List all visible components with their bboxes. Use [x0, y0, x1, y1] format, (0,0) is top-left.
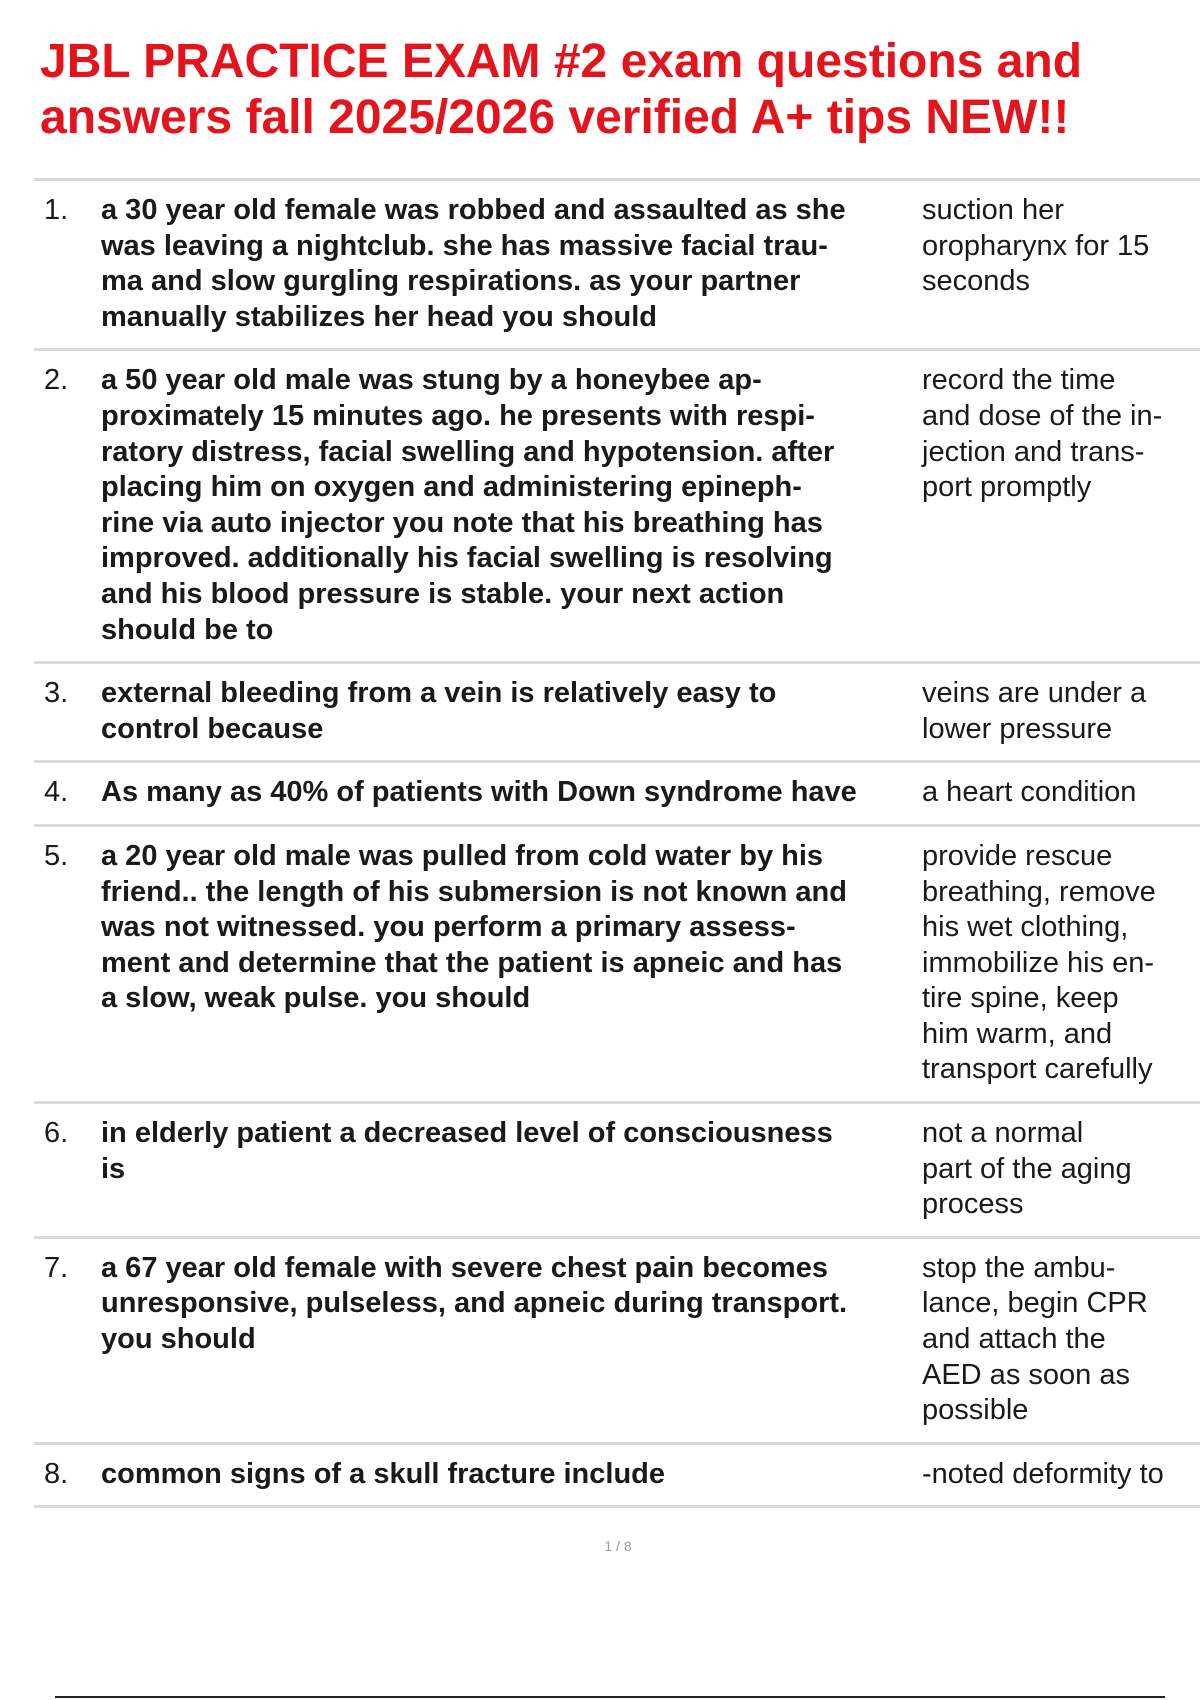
question-line: a 20 year old male was pulled from cold water by his [101, 839, 824, 872]
answer-line: port promptly [922, 471, 1092, 504]
answer-text [918, 1251, 1187, 1429]
question-line: common signs of a skull fracture include [101, 1457, 666, 1490]
question-number: 2. [44, 364, 69, 397]
question-number: 1. [44, 194, 69, 226]
answer-line: his wet clothing, [922, 911, 1129, 944]
question-line: is [101, 1152, 126, 1185]
answer-line: provide rescue [922, 839, 1113, 872]
answer-text [918, 775, 1187, 811]
qa-row [34, 1239, 1200, 1445]
answer-text [918, 676, 1187, 747]
question-line: ratory distress, facial swelling and hypotension. after [101, 435, 835, 468]
answer-line: lance, begin CPR [922, 1287, 1148, 1320]
qa-row [34, 351, 1200, 664]
question-line: external bleeding from a vein is relatively easy to [101, 677, 777, 710]
answer-line: -noted deformity to [922, 1457, 1164, 1490]
answer-text [918, 839, 1187, 1088]
answer-line: lower pressure [922, 712, 1113, 745]
answer-line: oropharynx for 15 [922, 229, 1150, 262]
question-number: 7. [44, 1251, 69, 1284]
question-line: ma and slow gurgling respirations. as your partner [101, 265, 801, 298]
qa-row [34, 664, 1200, 763]
question-line: unresponsive, pulseless, and apneic during transport. [101, 1287, 848, 1320]
answer-line: not a normal [922, 1117, 1084, 1150]
question-text [101, 676, 918, 747]
question-line: you should [101, 1323, 256, 1356]
question-line: proximately 15 minutes ago. he presents with respi- [101, 399, 815, 432]
question-text [101, 193, 918, 335]
question-text [101, 363, 918, 648]
question-line: ment and determine that the patient is apneic and has [101, 946, 843, 979]
answer-text [918, 193, 1187, 335]
question-line: in elderly patient a decreased level of consciousness [101, 1117, 833, 1150]
title-line-2: answers fall 2025/2026 verified A+ tips NEW!! [40, 91, 1070, 144]
question-line: should be to [101, 613, 274, 646]
answer-line: possible [922, 1394, 1029, 1427]
answer-line: immobilize his en- [922, 946, 1155, 979]
question-line: was leaving a nightclub. she has massive facial trau- [101, 229, 828, 262]
question-text [101, 1457, 918, 1493]
qa-row [34, 763, 1200, 827]
question-line: and his blood pressure is stable. your next action [101, 577, 785, 610]
answer-line: part of the aging [922, 1152, 1132, 1185]
question-number: 3. [44, 677, 69, 710]
question-line: a 30 year old female was robbed and assaulted as she [101, 194, 846, 226]
qa-list [34, 178, 1200, 1508]
question-line: friend.. the length of his submersion is not known and [101, 875, 847, 908]
answer-line: jection and trans- [922, 435, 1145, 468]
answer-line: and dose of the in- [922, 399, 1163, 432]
qa-row [34, 1104, 1200, 1239]
answer-line: suction her [922, 194, 1064, 226]
question-line: was not witnessed. you perform a primary assess- [101, 911, 796, 944]
question-line: improved. additionally his facial swelling is resolving [101, 542, 833, 575]
question-line: rine via auto injector you note that his breathing has [101, 506, 823, 539]
question-line: a 67 year old female with severe chest pain becomes [101, 1251, 828, 1284]
footer-rule [55, 1696, 1165, 1698]
answer-line: seconds [922, 265, 1031, 298]
answer-text [918, 363, 1187, 648]
document-title [40, 34, 1160, 146]
qa-row [34, 181, 1200, 351]
answer-line: stop the ambu- [922, 1251, 1116, 1284]
question-text [101, 775, 918, 811]
answer-text [918, 1116, 1187, 1223]
answer-line: AED as soon as [922, 1358, 1130, 1391]
question-number: 6. [44, 1117, 69, 1150]
question-line: placing him on oxygen and administering epineph- [101, 471, 802, 504]
question-number: 5. [44, 839, 69, 872]
qa-row [34, 827, 1200, 1104]
answer-line: breathing, remove [922, 875, 1156, 908]
question-line: control because [101, 712, 324, 745]
question-text [101, 1116, 918, 1223]
answer-line: process [922, 1188, 1024, 1221]
question-line: a 50 year old male was stung by a honeybee ap- [101, 364, 762, 397]
question-line: As many as 40% of patients with Down syndrome have [101, 776, 857, 809]
question-text [101, 1251, 918, 1429]
question-text [101, 839, 918, 1088]
question-number: 4. [44, 776, 69, 809]
question-line: a slow, weak pulse. you should [101, 982, 531, 1015]
question-number: 8. [44, 1457, 69, 1490]
answer-line: veins are under a [922, 677, 1147, 710]
answer-line: transport carefully [922, 1053, 1153, 1086]
qa-row [34, 1445, 1200, 1509]
page-number: 1 / 8 [604, 1538, 632, 1554]
answer-line: him warm, and [922, 1017, 1113, 1050]
answer-text [918, 1457, 1187, 1493]
answer-line: and attach the [922, 1323, 1106, 1356]
answer-line: tire spine, keep [922, 982, 1119, 1015]
title-line-1: JBL PRACTICE EXAM #2 exam questions and [40, 35, 1083, 88]
answer-line: record the time [922, 364, 1116, 397]
answer-line: a heart condition [922, 776, 1137, 809]
question-line: manually stabilizes her head you should [101, 300, 657, 333]
